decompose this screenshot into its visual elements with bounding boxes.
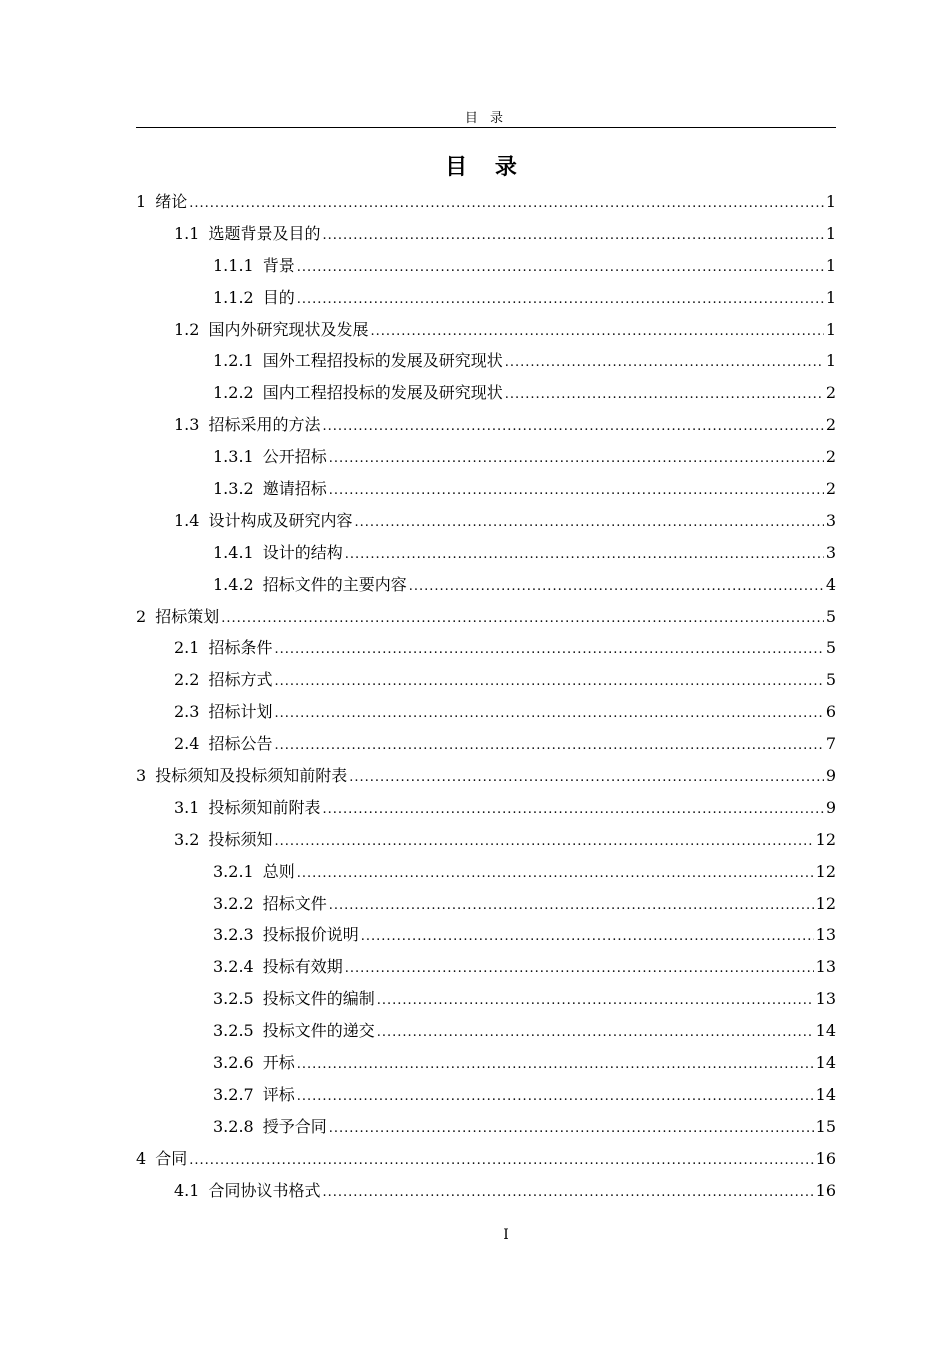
toc-entry[interactable]	[136, 1015, 836, 1047]
toc-entry-page: 5	[825, 606, 836, 626]
toc-entry-page: 2	[825, 447, 836, 467]
dot-leader	[322, 1177, 813, 1209]
toc-entry[interactable]	[136, 473, 836, 505]
toc-entry[interactable]	[136, 409, 836, 441]
toc-entry-number: 3.2.3	[213, 925, 254, 945]
dot-leader	[274, 666, 823, 698]
toc-entry-number: 3.1	[174, 797, 200, 817]
dot-leader	[221, 603, 824, 635]
toc-entry-title: 公开招标	[262, 447, 327, 467]
toc-entry[interactable]	[136, 377, 836, 409]
toc-entry-number: 3.2.5	[213, 1021, 254, 1041]
toc-entry-page: 2	[825, 383, 836, 403]
toc-entry-page: 2	[825, 415, 836, 435]
toc-entry[interactable]	[136, 441, 836, 473]
toc-entry-number: 2.2	[174, 670, 200, 690]
dot-leader	[274, 730, 823, 762]
toc-entry[interactable]	[136, 760, 836, 792]
toc-entry-title: 合同协议书格式	[208, 1180, 321, 1200]
toc-entry-number: 2.3	[174, 702, 200, 722]
toc-entry[interactable]	[136, 601, 836, 633]
toc-entry-title: 投标须知前附表	[208, 797, 321, 817]
toc-entry-number: 1	[136, 192, 147, 211]
toc-entry-title: 投标须知及投标须知前附表	[155, 766, 348, 786]
toc-entry-number: 2	[136, 606, 147, 626]
dot-leader	[377, 1017, 814, 1049]
toc-entry-title: 国外工程招投标的发展及研究现状	[262, 351, 503, 371]
toc-entry-title: 总则	[262, 861, 295, 881]
toc-entry[interactable]	[136, 314, 836, 346]
toc-entry[interactable]	[136, 824, 836, 856]
toc-entry-number: 1.3.1	[213, 447, 254, 467]
toc-entry[interactable]	[136, 537, 836, 569]
toc-entry-number: 1.1.2	[213, 287, 254, 307]
toc-entry-number: 3.2	[174, 829, 200, 849]
toc-entry-page: 13	[815, 925, 836, 945]
toc-entry[interactable]	[136, 1047, 836, 1079]
toc-entry-page: 14	[815, 1021, 836, 1041]
toc-entry-number: 1.4.2	[213, 574, 254, 594]
toc-entry-number: 3	[136, 766, 147, 786]
toc-entry[interactable]	[136, 951, 836, 983]
toc-entry-title: 投标有效期	[262, 957, 343, 977]
dot-leader	[377, 985, 814, 1017]
toc-entry-page: 13	[815, 989, 836, 1009]
toc-entry-page: 16	[815, 1180, 836, 1200]
toc-entry-title: 招标公告	[208, 734, 273, 754]
toc-entry-number: 1.2.1	[213, 351, 254, 371]
toc-entry-title: 背景	[262, 255, 295, 275]
dot-leader	[274, 698, 823, 730]
toc-entry-number: 1.4	[174, 510, 200, 530]
dot-leader	[189, 188, 824, 220]
toc-entry-number: 1.1	[174, 223, 200, 243]
toc-entry-page: 1	[825, 351, 836, 371]
toc-entry-title: 国内外研究现状及发展	[208, 319, 369, 339]
dot-leader	[329, 443, 824, 475]
dot-leader	[345, 953, 814, 985]
toc-entry-page: 1	[825, 255, 836, 275]
toc-entry-number: 1.1.1	[213, 255, 254, 275]
toc-entry[interactable]	[136, 664, 836, 696]
dot-leader	[322, 411, 823, 443]
toc-entry-number: 1.3.2	[213, 479, 254, 499]
toc-entry-title: 评标	[262, 1084, 295, 1104]
toc-entry-page: 5	[825, 638, 836, 658]
toc-title: 目 录	[445, 154, 527, 180]
toc-entry[interactable]	[136, 856, 836, 888]
toc-entry-page: 6	[825, 702, 836, 722]
table-of-contents	[136, 186, 836, 1207]
dot-leader	[322, 220, 823, 252]
toc-entry-page: 4	[825, 574, 836, 594]
toc-entry-number: 2.1	[174, 638, 200, 658]
toc-entry[interactable]	[136, 1143, 836, 1175]
toc-entry-title: 招标文件的主要内容	[262, 574, 407, 594]
header-rule	[136, 127, 836, 128]
toc-entry-page: 16	[815, 1148, 836, 1168]
toc-entry-title: 招标文件	[262, 893, 327, 913]
toc-entry[interactable]	[136, 696, 836, 728]
toc-entry[interactable]	[136, 282, 836, 314]
dot-leader	[361, 921, 814, 953]
toc-entry-number: 3.2.1	[213, 861, 254, 881]
dot-leader	[505, 379, 824, 411]
toc-entry-title: 设计的结构	[262, 542, 343, 562]
toc-entry[interactable]	[136, 186, 836, 218]
dot-leader	[274, 826, 813, 858]
toc-entry-title: 招标采用的方法	[208, 415, 321, 435]
toc-entry-title: 授予合同	[262, 1116, 327, 1136]
dot-leader	[297, 284, 824, 316]
toc-entry-number: 1.2	[174, 319, 200, 339]
toc-entry-page: 14	[815, 1084, 836, 1104]
toc-entry-page: 3	[825, 510, 836, 530]
toc-entry-page: 9	[825, 766, 836, 786]
dot-leader	[189, 1145, 813, 1177]
toc-entry-page: 14	[815, 1053, 836, 1073]
toc-entry-number: 4.1	[174, 1180, 200, 1200]
toc-entry-number: 3.2.4	[213, 957, 254, 977]
toc-entry[interactable]	[136, 792, 836, 824]
toc-entry-title: 设计构成及研究内容	[208, 510, 353, 530]
dot-leader	[345, 539, 824, 571]
toc-entry-number: 3.2.7	[213, 1084, 254, 1104]
toc-entry-title: 招标条件	[208, 638, 273, 658]
toc-entry[interactable]	[136, 1175, 836, 1207]
toc-entry[interactable]	[136, 505, 836, 537]
toc-entry[interactable]	[136, 728, 836, 760]
toc-entry-page: 5	[825, 670, 836, 690]
toc-entry-number: 3.2.5	[213, 989, 254, 1009]
toc-entry-title: 目的	[262, 287, 295, 307]
dot-leader	[297, 1081, 814, 1113]
toc-entry-title: 投标文件的编制	[262, 989, 375, 1009]
toc-entry-title: 招标计划	[208, 702, 273, 722]
toc-entry-page: 15	[815, 1116, 836, 1136]
toc-entry-page: 12	[815, 861, 836, 881]
page-number: I	[503, 1227, 509, 1243]
toc-entry-page: 1	[825, 223, 836, 243]
toc-entry-title: 招标策划	[155, 606, 220, 626]
toc-entry-number: 3.2.2	[213, 893, 254, 913]
toc-entry-number: 4	[136, 1148, 147, 1168]
toc-entry[interactable]	[136, 632, 836, 664]
toc-entry-title: 投标文件的递交	[262, 1021, 375, 1041]
toc-entry[interactable]	[136, 1111, 836, 1143]
toc-entry-page: 13	[815, 957, 836, 977]
toc-entry-title: 邀请招标	[262, 479, 327, 499]
toc-entry-page: 7	[825, 734, 836, 754]
dot-leader	[297, 252, 824, 284]
dot-leader	[505, 347, 824, 379]
dot-leader	[354, 507, 823, 539]
dot-leader	[349, 762, 824, 794]
dot-leader	[329, 890, 814, 922]
toc-entry-title: 绪论	[155, 192, 188, 211]
toc-entry-page: 3	[825, 542, 836, 562]
toc-entry-number: 3.2.6	[213, 1053, 254, 1073]
toc-entry-title: 投标须知	[208, 829, 273, 849]
toc-entry-number: 2.4	[174, 734, 200, 754]
toc-entry-title: 国内工程招投标的发展及研究现状	[262, 383, 503, 403]
toc-entry[interactable]	[136, 218, 836, 250]
toc-entry[interactable]	[136, 888, 836, 920]
toc-entry[interactable]	[136, 1079, 836, 1111]
dot-leader	[329, 1113, 814, 1145]
toc-entry-number: 1.2.2	[213, 383, 254, 403]
toc-entry-number: 1.4.1	[213, 542, 254, 562]
toc-entry-number: 3.2.8	[213, 1116, 254, 1136]
dot-leader	[370, 316, 823, 348]
toc-entry-page: 1	[825, 287, 836, 307]
toc-entry-title: 选题背景及目的	[208, 223, 321, 243]
toc-entry-title: 开标	[262, 1053, 295, 1073]
toc-entry-page: 1	[825, 192, 836, 211]
dot-leader	[329, 475, 824, 507]
toc-entry-page: 12	[815, 829, 836, 849]
toc-entry-page: 12	[815, 893, 836, 913]
toc-entry-number: 1.3	[174, 415, 200, 435]
running-header: 目 录	[464, 111, 508, 126]
toc-entry[interactable]	[136, 569, 836, 601]
toc-entry-title: 招标方式	[208, 670, 273, 690]
toc-entry[interactable]	[136, 250, 836, 282]
toc-entry-page: 9	[825, 797, 836, 817]
toc-entry-title: 投标报价说明	[262, 925, 359, 945]
toc-entry-page: 1	[825, 319, 836, 339]
dot-leader	[274, 634, 823, 666]
toc-entry[interactable]	[136, 919, 836, 951]
toc-entry[interactable]	[136, 983, 836, 1015]
dot-leader	[297, 858, 814, 890]
dot-leader	[409, 571, 824, 603]
toc-entry-page: 2	[825, 479, 836, 499]
toc-entry-title: 合同	[155, 1148, 188, 1168]
dot-leader	[297, 1049, 814, 1081]
dot-leader	[322, 794, 823, 826]
toc-entry[interactable]	[136, 345, 836, 377]
